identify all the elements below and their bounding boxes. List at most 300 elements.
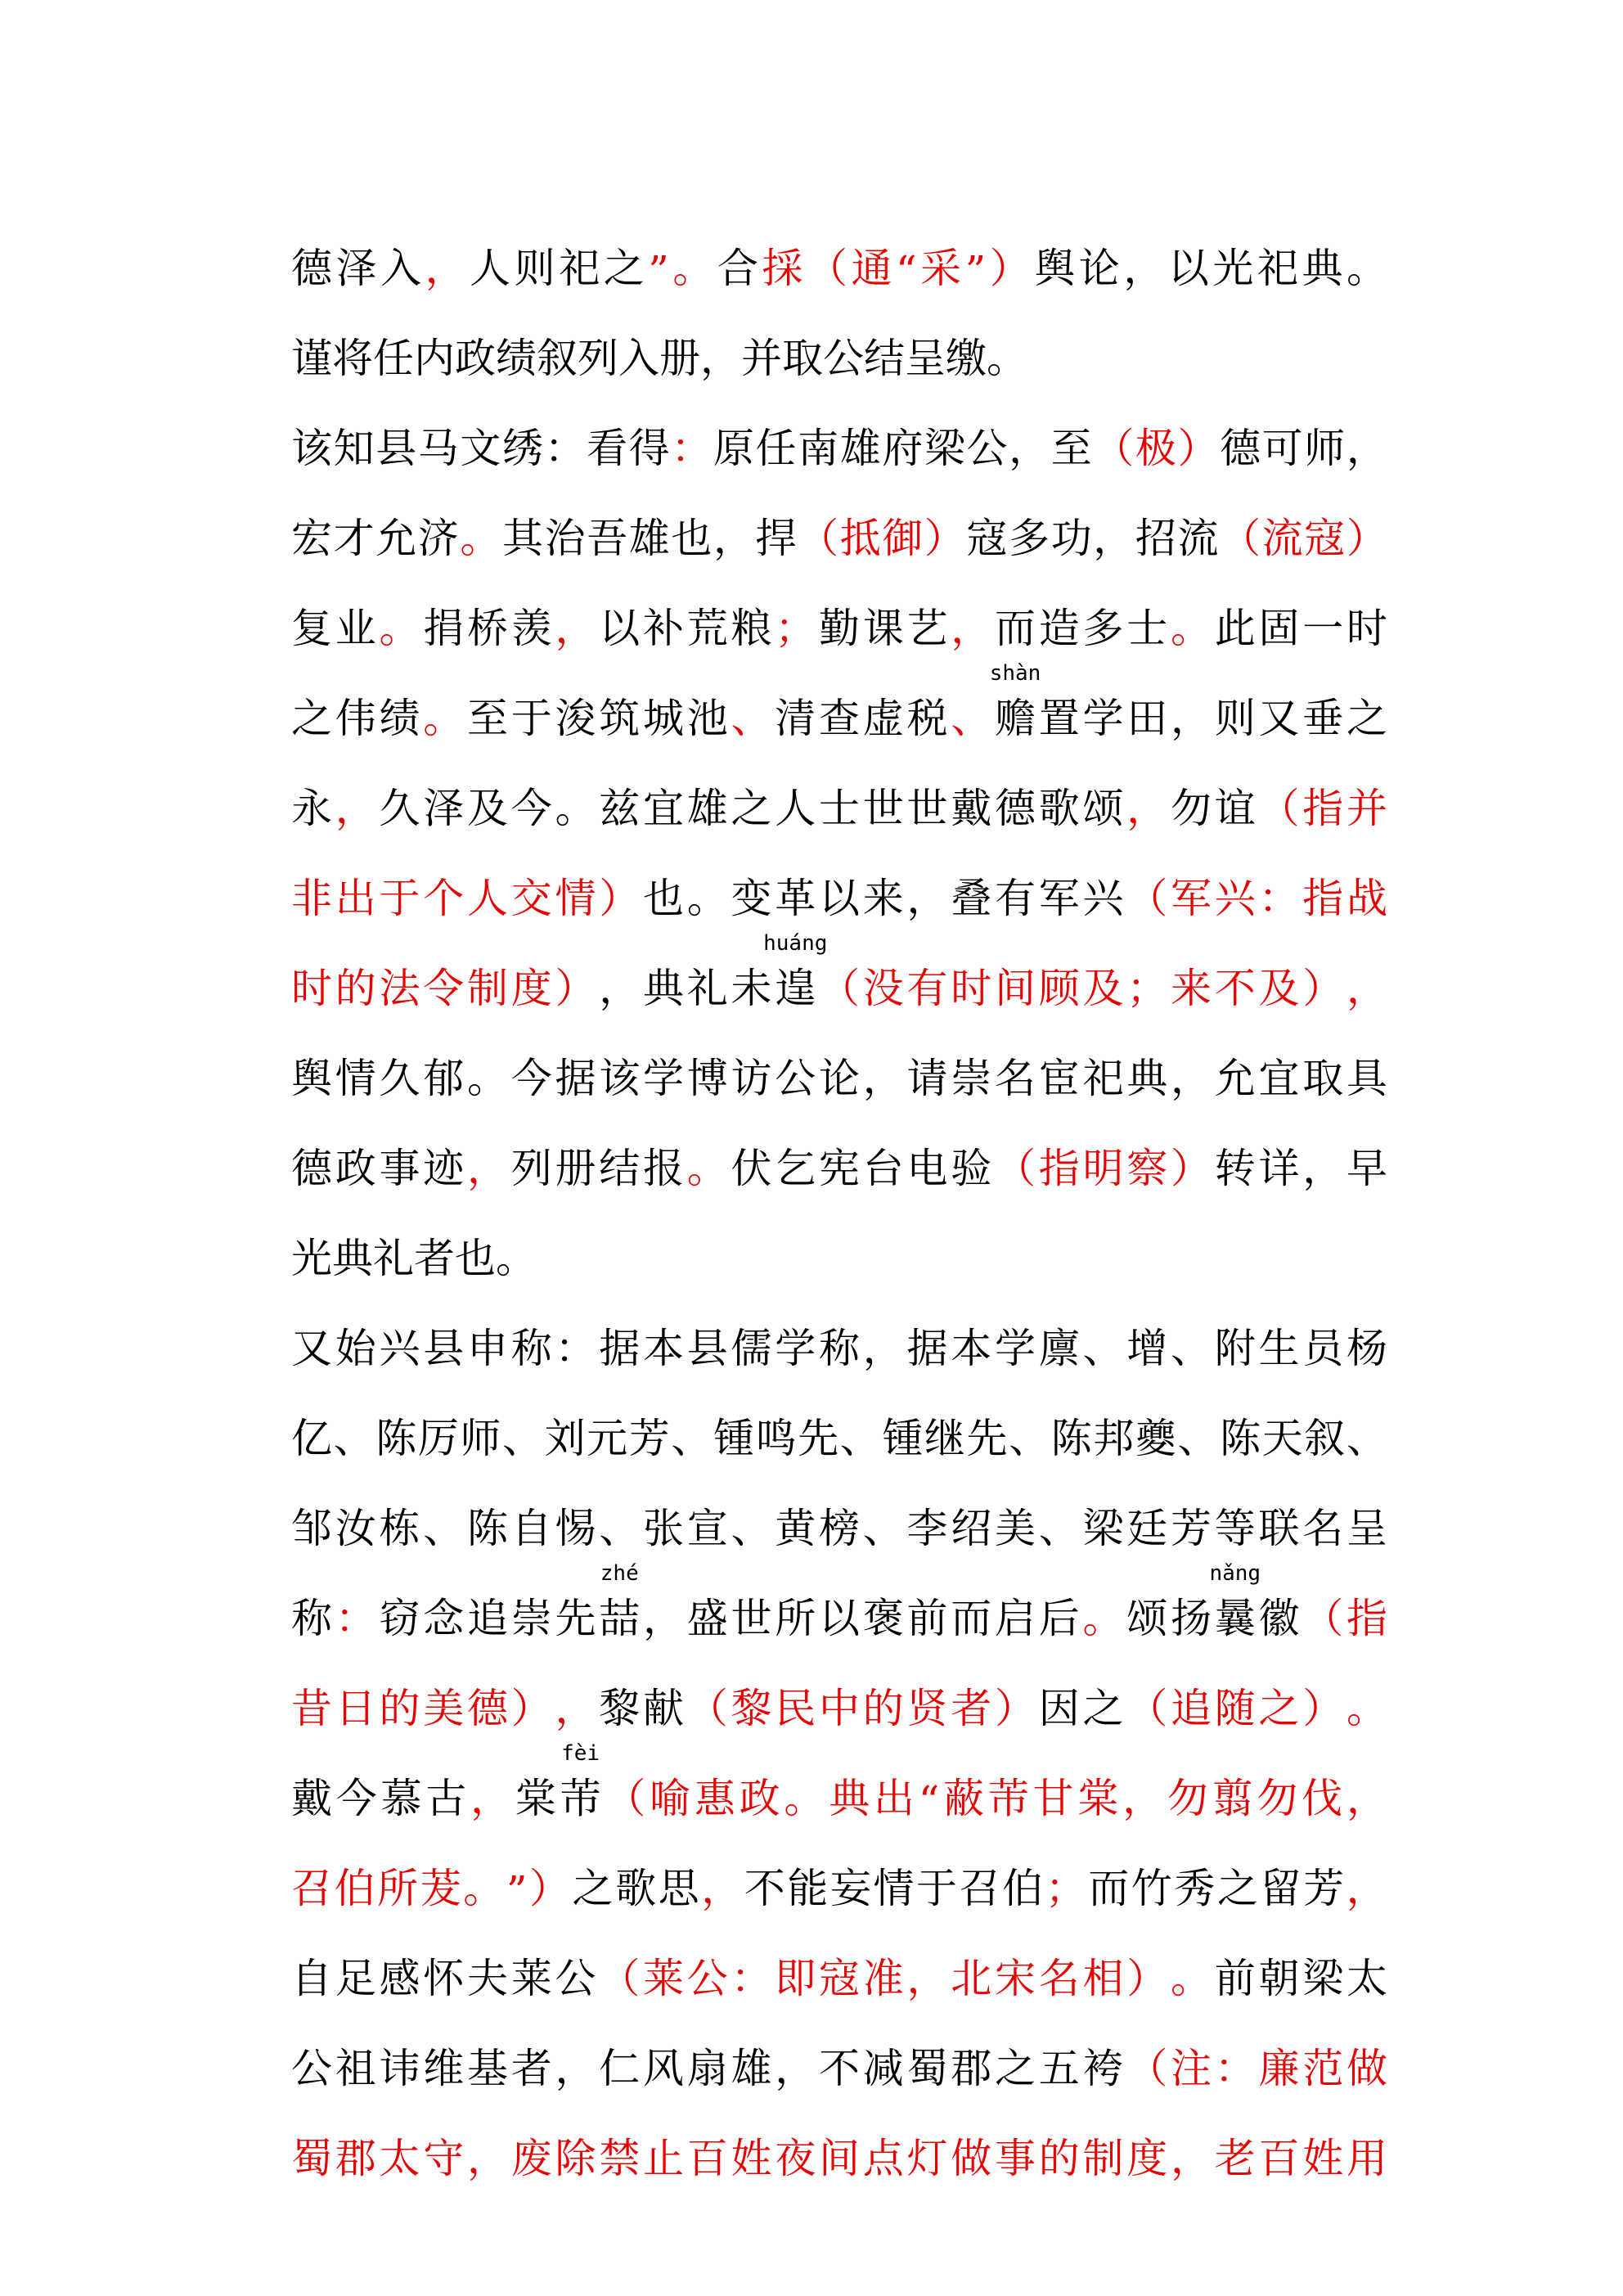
body-text: 虚 [862, 695, 904, 742]
annotation-text: 采 [920, 245, 962, 292]
body-text: 。 [686, 875, 728, 922]
body-text: 雄 [628, 515, 670, 562]
body-text: 才 [333, 515, 375, 562]
annotation-text: 政 [739, 1775, 780, 1822]
annotation-text: 惠 [694, 1775, 735, 1822]
body-text: 德 [1220, 425, 1261, 472]
body-text: 变 [731, 875, 772, 922]
body-text: 情 [335, 1055, 376, 1102]
body-text: 绩 [496, 335, 537, 382]
annotation-text: 北 [951, 1955, 992, 2002]
body-text: 芳 [628, 1415, 670, 1462]
annotation-text: 寇 [819, 1955, 860, 2002]
annotation-text: 棠 [1077, 1775, 1119, 1822]
body-text: 浚 [555, 695, 596, 742]
body-text: 叙 [537, 335, 578, 382]
annotation-text: 黎 [731, 1685, 772, 1732]
body-text: ， [1171, 1055, 1212, 1102]
annotation-text: 没 [862, 965, 904, 1012]
text-line [291, 1105, 1387, 1195]
body-text: 革 [775, 875, 816, 922]
body-text: 艺 [906, 605, 948, 652]
body-text: 复 [291, 605, 332, 652]
body-text: 之 [572, 1865, 614, 1912]
body-text: 讳 [379, 2045, 420, 2092]
annotation-text: 抵 [839, 515, 881, 562]
body-text: 该 [599, 1055, 641, 1102]
annotation-text: 太 [379, 2135, 420, 2182]
body-text: 仁 [599, 2045, 641, 2092]
annotation-text: 制 [467, 965, 508, 1012]
body-text: 未 [731, 965, 772, 1012]
body-text: 增 [1126, 1325, 1168, 1372]
body-text: 。 [467, 1055, 508, 1102]
annotation-text: 、 [951, 695, 992, 742]
annotation-text: 不 [1214, 965, 1256, 1012]
annotation-text: ） [995, 1685, 1036, 1732]
body-text: 留 [1260, 1865, 1302, 1912]
body-text: 、 [1177, 1415, 1219, 1462]
annotation-text: 兴 [1214, 875, 1256, 922]
annotation-text: 。 [1171, 605, 1212, 652]
body-text: 、 [423, 1505, 465, 1552]
body-text: 久 [379, 1055, 420, 1102]
body-text: 电 [906, 1145, 948, 1192]
body-text: 。 [1346, 245, 1387, 292]
body-text: 羡 [510, 605, 552, 652]
annotation-text: ， [906, 1955, 948, 2002]
body-text: 之 [603, 245, 645, 292]
body-text: 公 [291, 2045, 332, 2092]
annotation-text: 芾 [987, 1775, 1029, 1822]
annotation-text: ” [648, 247, 669, 295]
body-text: 筑 [599, 695, 641, 742]
body-text: 惕 [555, 1505, 596, 1552]
body-text: 本 [951, 1325, 992, 1372]
body-text: 秀 [1174, 1865, 1216, 1912]
annotation-text: ： [731, 1955, 772, 2002]
body-text: 芳 [1303, 1865, 1345, 1912]
base-character: 喆 [599, 1595, 641, 1642]
body-text: 汝 [335, 1505, 376, 1552]
body-text: 召 [959, 1865, 1000, 1912]
text-line [291, 1285, 1387, 1375]
annotation-text: 点 [862, 2135, 904, 2182]
annotation-text: 人 [467, 875, 508, 922]
body-text: 典 [1126, 1055, 1168, 1102]
body-text: 来 [862, 875, 904, 922]
annotation-text: 莱 [643, 1955, 684, 2002]
annotation-text: 来 [1171, 965, 1212, 1012]
body-text: 结 [864, 335, 905, 382]
annotation-text: ： [671, 425, 713, 472]
body-text: 叠 [951, 875, 992, 922]
body-text: 莱 [510, 1955, 552, 2002]
body-text: 梁 [1082, 1505, 1124, 1552]
body-text: 合 [717, 245, 758, 292]
body-text: 以 [599, 605, 641, 652]
annotation-text: （ [1126, 2045, 1168, 2092]
body-text: 又 [1258, 695, 1300, 742]
body-text: 永 [291, 785, 332, 832]
body-text: 久 [379, 785, 420, 832]
annotation-text: 情 [555, 875, 596, 922]
body-text: 士 [819, 785, 860, 832]
annotation-text: ） [989, 245, 1031, 292]
text-line [291, 1195, 1387, 1285]
body-text: 而 [1088, 1865, 1130, 1912]
annotation-text: 採 [762, 245, 803, 292]
body-text: 儒 [731, 1325, 772, 1372]
annotation-text: ） [599, 875, 641, 922]
body-text: 士 [1126, 605, 1168, 652]
body-text: 德 [291, 1145, 332, 1192]
body-text: 慕 [380, 1775, 422, 1822]
annotation-text: 昔 [291, 1685, 332, 1732]
body-text: 以 [1167, 245, 1209, 292]
body-text: ， [862, 1325, 904, 1372]
body-text: 祀 [1082, 1055, 1124, 1102]
body-text: 看 [587, 425, 628, 472]
body-text: ， [713, 515, 754, 562]
text-line [291, 1825, 1387, 1915]
body-text: 宦 [1038, 1055, 1080, 1102]
body-text: 宜 [643, 785, 684, 832]
body-text: 本 [643, 1325, 684, 1372]
annotation-text: 准 [862, 1955, 904, 2002]
annotated-character [1209, 1561, 1261, 1645]
body-text: 县 [423, 1325, 465, 1372]
body-text: 师 [1304, 425, 1346, 472]
annotation-text: ： [1258, 875, 1300, 922]
body-text: 今 [335, 1775, 377, 1822]
body-text: 得 [628, 425, 670, 472]
body-text: 舆 [291, 1055, 332, 1102]
body-text: 及 [467, 785, 508, 832]
annotation-text: 蔽 [943, 1775, 985, 1822]
body-text: 感 [379, 1955, 420, 2002]
body-text: 济 [417, 515, 459, 562]
body-text: 典 [332, 1235, 373, 1282]
body-text: 伟 [335, 695, 376, 742]
body-text: 、 [1082, 1325, 1124, 1372]
body-text: 风 [643, 2045, 684, 2092]
text-line [291, 1915, 1387, 2005]
body-text: 公 [966, 425, 1008, 472]
annotation-text: 即 [775, 1955, 816, 2002]
annotation-text: 蜀 [291, 2135, 332, 2182]
annotation-text: 、 [731, 695, 772, 742]
annotation-text: 度 [510, 965, 552, 1012]
annotation-text: 及 [1258, 965, 1300, 1012]
annotation-text: ； [1045, 1865, 1086, 1912]
annotation-text: （ [1220, 515, 1261, 562]
annotation-text: 。 [423, 695, 465, 742]
body-text: 论 [819, 1055, 860, 1102]
body-text: 歌 [1038, 785, 1080, 832]
annotation-text: ， [951, 605, 992, 652]
body-text: 祀 [1257, 245, 1298, 292]
annotation-text: 守 [423, 2135, 465, 2182]
annotation-text: 甘 [1032, 1775, 1074, 1822]
text-line [291, 655, 1387, 745]
body-text: 朝 [1258, 1955, 1300, 2002]
body-text: ， [1346, 425, 1387, 472]
body-text: 军 [1038, 875, 1080, 922]
annotation-text: （ [1302, 1595, 1344, 1642]
body-text: 郁 [423, 1055, 465, 1102]
body-text: ， [555, 2045, 596, 2092]
body-text: 政 [455, 335, 496, 382]
body-text: 其 [501, 515, 543, 562]
annotation-text: ） [1346, 515, 1387, 562]
annotation-text: 寇 [1304, 515, 1346, 562]
body-text: 美 [995, 1505, 1036, 1552]
body-text: 戴 [951, 785, 992, 832]
annotation-text: 美 [423, 1685, 465, 1732]
body-text: 杨 [1347, 1325, 1387, 1372]
body-text: 联 [1258, 1505, 1300, 1552]
body-text: 因 [1038, 1685, 1080, 1732]
annotation-text: 姓 [1302, 2135, 1344, 2182]
annotation-text: 时 [951, 965, 992, 1012]
body-text: ， [700, 335, 741, 382]
annotation-text: 交 [510, 875, 552, 922]
annotation-text: 军 [1171, 875, 1212, 922]
body-text: 验 [951, 1145, 992, 1192]
body-text: 梁 [924, 425, 965, 472]
body-text: 时 [1347, 605, 1387, 652]
annotation-text: 的 [1038, 2135, 1080, 2182]
body-text: 怀 [423, 1955, 465, 2002]
annotation-text: 廉 [1258, 2045, 1300, 2092]
annotation-text: 出 [873, 1775, 915, 1822]
body-text: 廷 [1126, 1505, 1168, 1552]
annotation-text: 极 [1135, 425, 1176, 472]
annotation-text: 百 [1258, 2135, 1300, 2182]
text-line [291, 1015, 1387, 1105]
body-text: 献 [643, 1685, 684, 1732]
body-text: 文 [460, 425, 501, 472]
body-text: 光 [291, 1235, 332, 1282]
body-text: 员 [1302, 1325, 1344, 1372]
annotation-text: 明 [1082, 1145, 1124, 1192]
body-text: 学 [643, 1055, 684, 1102]
body-text: 至 [467, 695, 508, 742]
body-text: 伏 [731, 1145, 772, 1192]
text-line [291, 1465, 1387, 1555]
body-text: 绣 [501, 425, 543, 472]
body-text: 雄 [686, 785, 728, 832]
annotation-text: 。 [1082, 1595, 1124, 1642]
annotated-character [599, 1561, 641, 1645]
body-text: 始 [335, 1325, 376, 1372]
base-character: 赡 [995, 695, 1036, 742]
body-text: 迹 [423, 1145, 465, 1192]
annotation-text: 中 [819, 1685, 860, 1732]
text-line [291, 745, 1387, 835]
annotation-text: 个 [423, 875, 465, 922]
annotation-text: 。 [784, 1775, 825, 1822]
body-text: 栋 [379, 1505, 420, 1552]
annotation-text: ， [470, 1775, 512, 1822]
body-text: 生 [1258, 1325, 1300, 1372]
annotation-text: 德 [467, 1685, 508, 1732]
text-line [291, 205, 1387, 295]
base-character: 曩 [1214, 1595, 1256, 1642]
annotation-text: 伯 [334, 1865, 375, 1912]
pinyin-annotation: fèi [561, 1741, 600, 1766]
body-text: 于 [510, 695, 552, 742]
annotation-text: 追 [1171, 1685, 1212, 1732]
body-text: 礼 [686, 965, 728, 1012]
text-line [291, 1735, 1387, 1825]
annotation-text: 废 [510, 2135, 552, 2182]
annotation-text: ， [555, 605, 596, 652]
body-text: 、 [501, 1415, 543, 1462]
body-text: 内 [414, 335, 455, 382]
annotation-text: ） [1302, 965, 1344, 1012]
annotation-text: 的 [379, 1685, 420, 1732]
annotation-text: 间 [995, 965, 1036, 1012]
body-text: 之 [1216, 1865, 1258, 1912]
body-text: 足 [335, 1955, 376, 2002]
body-text: 名 [1302, 1505, 1344, 1552]
annotation-text: 指 [1347, 1595, 1387, 1642]
body-text: 元 [587, 1415, 628, 1462]
annotation-text: 所 [377, 1865, 419, 1912]
body-text: 不 [819, 2045, 860, 2092]
body-text: 扇 [686, 2045, 728, 2092]
body-text: ： [555, 1325, 596, 1372]
body-text: 古 [425, 1775, 467, 1822]
body-text: 详 [1258, 1145, 1300, 1192]
body-text: 称 [291, 1595, 332, 1642]
body-text: 亿 [291, 1415, 332, 1462]
annotation-text: “ [918, 1777, 940, 1825]
body-text: 者 [414, 1235, 455, 1282]
body-text: 后 [1038, 1595, 1080, 1642]
body-text: 列 [578, 335, 618, 382]
body-text: 夔 [1135, 1415, 1176, 1462]
annotation-text: 事 [995, 2135, 1036, 2182]
body-text: 功 [1050, 515, 1092, 562]
body-text: 今 [510, 785, 552, 832]
body-text: 申 [467, 1325, 508, 1372]
body-text: 任 [755, 425, 797, 472]
annotation-text: 公 [686, 1955, 728, 2002]
annotation-text: 百 [686, 2135, 728, 2182]
body-text: 不 [744, 1865, 785, 1912]
annotation-text: 。 [672, 245, 714, 292]
annotation-text: ， [1346, 1775, 1387, 1822]
annotation-text: ； [775, 605, 816, 652]
body-text: 绍 [951, 1505, 992, 1552]
body-text: 泽 [335, 245, 377, 292]
body-text: 多 [1009, 515, 1050, 562]
body-text: 转 [1214, 1145, 1256, 1192]
annotation-text: 出 [335, 875, 376, 922]
body-text: 粮 [731, 605, 772, 652]
body-text: 业 [335, 605, 376, 652]
body-text: 启 [995, 1595, 1036, 1642]
body-text: 也 [671, 515, 713, 562]
body-text: 结 [599, 1145, 641, 1192]
text-line [291, 925, 1387, 1015]
body-text: ， [1093, 515, 1135, 562]
annotation-text: ” [506, 1867, 528, 1915]
body-text: 戴 [291, 1775, 332, 1822]
body-text: 邹 [291, 1505, 332, 1552]
annotation-text: 做 [1347, 2045, 1387, 2092]
body-text: 勿 [1171, 785, 1212, 832]
body-text: 梁 [1302, 1955, 1344, 2002]
body-text: 该 [291, 425, 332, 472]
annotation-text: 顾 [1038, 965, 1080, 1012]
body-text: 念 [423, 1595, 465, 1642]
body-text: 芳 [1171, 1505, 1212, 1552]
body-text: 德 [291, 245, 332, 292]
body-text: 池 [686, 695, 728, 742]
body-text: 、 [862, 1505, 904, 1552]
body-text: 蜀 [906, 2045, 948, 2092]
annotation-text: ） [1177, 425, 1219, 472]
body-text: 刘 [544, 1415, 586, 1462]
annotation-text: ； [1126, 965, 1168, 1012]
body-text: 世 [906, 785, 948, 832]
body-text: 县 [686, 1325, 728, 1372]
body-text: 陈 [467, 1505, 508, 1552]
body-text: 而 [995, 605, 1036, 652]
annotation-text: ： [335, 1595, 376, 1642]
body-text: 荒 [686, 605, 728, 652]
body-text: 榜 [819, 1505, 860, 1552]
annotation-text: 做 [951, 2135, 992, 2182]
body-text: 、 [839, 1415, 881, 1462]
body-text: 李 [906, 1505, 948, 1552]
body-text: 谨 [291, 335, 332, 382]
pinyin-annotation: nǎng [1209, 1561, 1261, 1586]
text-line [291, 2095, 1387, 2185]
body-text: 、 [1171, 1325, 1212, 1372]
body-text: 所 [775, 1595, 816, 1642]
text-line [291, 2005, 1387, 2095]
body-text: 请 [906, 1055, 948, 1102]
body-text: 县 [375, 425, 417, 472]
annotation-text: 勿 [1167, 1775, 1208, 1822]
body-text: 自 [291, 1955, 332, 2002]
body-text: 陈 [1220, 1415, 1261, 1462]
body-text: 称 [819, 1325, 860, 1372]
annotation-text: ， [555, 1685, 596, 1732]
annotation-text: 老 [1214, 2135, 1256, 2182]
body-text: 允 [1214, 1055, 1256, 1102]
annotation-text: 除 [555, 2135, 596, 2182]
body-text: 情 [873, 1865, 915, 1912]
body-text: 廪 [1038, 1325, 1080, 1372]
body-text: 颂 [1126, 1595, 1168, 1642]
annotation-text: 。 [1171, 1955, 1212, 2002]
annotation-text: （ [806, 245, 847, 292]
body-text: 呈 [905, 335, 946, 382]
text-line [291, 1375, 1387, 1465]
annotation-text: 于 [379, 875, 420, 922]
annotation-text: 禁 [599, 2135, 641, 2182]
body-text: 入 [380, 245, 422, 292]
annotation-text: 日 [335, 1685, 376, 1732]
text-line [291, 835, 1387, 925]
annotation-text: 召 [291, 1865, 332, 1912]
